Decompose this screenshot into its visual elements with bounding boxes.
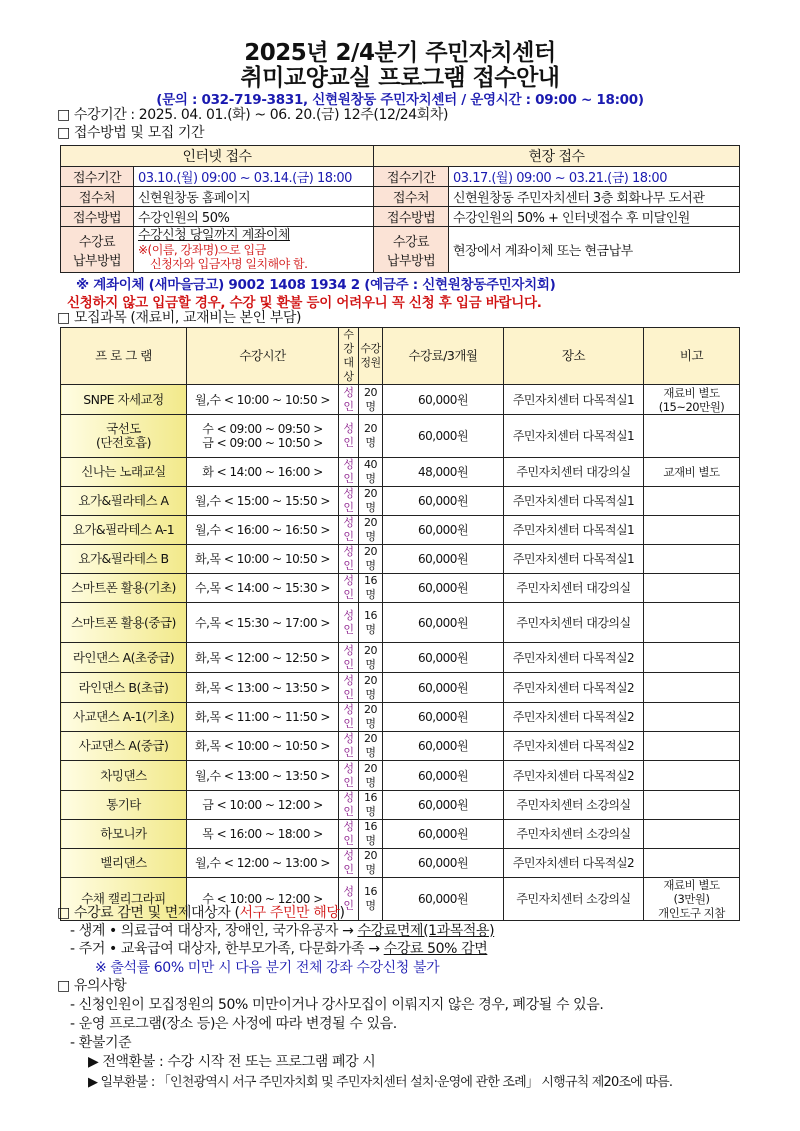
discount-item [70,938,487,958]
cell-cap: 20명 [359,487,383,516]
cell-fee: 60,000원 [383,487,504,516]
cell-note [644,820,740,849]
cell-fee: 60,000원 [383,385,504,415]
heading-text: □ 수강료 감면 및 면제대상자 ( [57,905,240,921]
internet-place: 신현원창동 홈페이지 [134,187,374,207]
cell-note: 재료비 별도 (15~20만원) [644,385,740,415]
cell-name: 사교댄스 A(중급) [61,732,187,761]
discount-item [70,920,494,940]
cell-place: 주민자치센터 소강의실 [504,820,644,849]
method-heading: □ 접수방법 및 모집 기간 [57,125,205,141]
cell-target: 성인 [339,516,359,545]
cell-note [644,673,740,703]
cell-fee: 60,000원 [383,516,504,545]
cell-fee: 60,000원 [383,643,504,673]
cell-fee: 60,000원 [383,820,504,849]
cell-target: 성인 [339,643,359,673]
internet-method: 수강인원의 50% [134,207,374,227]
table-row [61,643,740,673]
cell-time: 월,수 < 16:00 ~ 16:50 > [187,516,339,545]
cell-fee: 48,000원 [383,458,504,487]
column-header: 수강료/3개월 [383,328,504,385]
note-item: - 환불기준 [70,1035,132,1051]
cell-name: 라인댄스 B(초급) [61,673,187,703]
cell-cap: 16명 [359,603,383,643]
item-highlight: 수강료면제(1과목적용) [357,923,495,939]
cell-place: 주민자치센터 다목적실1 [504,545,644,574]
cell-target: 성인 [339,849,359,878]
table-row [61,849,740,878]
item-text: - 생계 • 의료급여 대상자, 장애인, 국가유공자 → [70,923,358,939]
cell-fee: 60,000원 [383,791,504,820]
cell-place: 주민자치센터 다목적실2 [504,673,644,703]
cell-name: SNPE 자세교정 [61,385,187,415]
cell-cap: 20명 [359,516,383,545]
cell-name: 신나는 노래교실 [61,458,187,487]
cell-target: 성인 [339,545,359,574]
cell-note: 재료비 별도 (3만원) 개인도구 지참 [644,878,740,921]
column-header: 비고 [644,328,740,385]
cell-fee: 60,000원 [383,703,504,732]
table-row [61,487,740,516]
cell-target: 성인 [339,878,359,921]
cell-name: 하모니카 [61,820,187,849]
program-table [60,327,740,921]
column-header: 장소 [504,328,644,385]
cell-place: 주민자치센터 대강의실 [504,574,644,603]
cell-target: 성인 [339,603,359,643]
note-item: - 신청인원이 모집정원의 50% 미만이거나 강사모집이 이뤄지지 않은 경우, 폐강될 수 있음. [70,997,604,1013]
cell-place: 주민자치센터 다목적실1 [504,487,644,516]
cell-time: 화,목 < 11:00 ~ 11:50 > [187,703,339,732]
cell-target: 성인 [339,673,359,703]
discount-heading [57,902,345,922]
onsite-header: 현장 접수 [374,146,740,167]
cell-cap: 20명 [359,545,383,574]
cell-target: 성인 [339,487,359,516]
label: 접수기간 [374,167,449,187]
cell-place: 주민자치센터 다목적실1 [504,516,644,545]
cell-time: 수,목 < 15:30 ~ 17:00 > [187,603,339,643]
cell-note [644,732,740,761]
cell-time: 수 < 10:00 ~ 12:00 > [187,878,339,921]
attendance-note: ※ 출석률 60% 미만 시 다음 분기 전체 강좌 수강신청 불가 [95,960,440,976]
label-line: 납부방법 [386,253,436,269]
internet-header: 인터넷 접수 [61,146,374,167]
cell-place: 주민자치센터 소강의실 [504,791,644,820]
cell-note: 교재비 별도 [644,458,740,487]
table-row [61,385,740,415]
label: 접수방법 [374,207,449,227]
cell-fee: 60,000원 [383,878,504,921]
cell-fee: 60,000원 [383,849,504,878]
cell-fee: 60,000원 [383,574,504,603]
cell-cap: 40명 [359,458,383,487]
cell-cap: 20명 [359,673,383,703]
cell-name: 요가&필라테스 A-1 [61,516,187,545]
cell-place: 주민자치센터 다목적실1 [504,415,644,458]
cell-name: 수채 캘리그라피 [61,878,187,921]
cell-note [644,643,740,673]
label-line: 납부방법 [72,253,122,269]
cell-target: 성인 [339,820,359,849]
cell-time: 월,수 < 15:00 ~ 15:50 > [187,487,339,516]
cell-fee: 60,000원 [383,415,504,458]
table-row [61,603,740,643]
cell-cap: 16명 [359,574,383,603]
item-text: - 주거 • 교육급여 대상자, 한부모가족, 다문화가족 → [70,941,384,957]
cell-cap: 20명 [359,643,383,673]
cell-note [644,574,740,603]
cell-time: 수,목 < 14:00 ~ 15:30 > [187,574,339,603]
cell-cap: 20명 [359,761,383,791]
cell-note [644,703,740,732]
table-row [61,673,740,703]
onsite-fee: 현장에서 계좌이체 또는 현금납부 [449,227,740,273]
onsite-method: 수강인원의 50% + 인터넷접수 후 미달인원 [449,207,740,227]
cell-time: 월,수 < 13:00 ~ 13:50 > [187,761,339,791]
label [374,227,449,273]
fee-line: 신청자와 입금자명 일치해야 함. [150,256,308,271]
cell-note [644,487,740,516]
course-period: □ 수강기간 : 2025. 04. 01.(화) ~ 06. 20.(금) 12주(12/24회차) [57,107,449,123]
internet-fee [134,227,374,273]
contact-info: (문의 : 032-719-3831, 신현원창동 주민자치센터 / 운영시간 : 09:00 ~ 18:00) [156,92,644,108]
cell-fee: 60,000원 [383,732,504,761]
cell-name: 라인댄스 A(초중급) [61,643,187,673]
cell-time: 목 < 16:00 ~ 18:00 > [187,820,339,849]
cell-target: 성인 [339,458,359,487]
cell-note [644,849,740,878]
cell-note [644,603,740,643]
cell-name: 요가&필라테스 B [61,545,187,574]
cell-fee: 60,000원 [383,603,504,643]
column-header: 수강정원 [359,328,383,385]
cell-time: 화,목 < 10:00 ~ 10:50 > [187,732,339,761]
cell-cap: 20명 [359,415,383,458]
table-row [61,761,740,791]
cell-name: 국선도 (단전호흡) [61,415,187,458]
cell-place: 주민자치센터 다목적실2 [504,732,644,761]
cell-note [644,791,740,820]
column-header: 수강시간 [187,328,339,385]
heading-highlight: 서구 주민만 해당 [239,905,340,921]
cell-cap: 20명 [359,732,383,761]
internet-period: 03.10.(월) 09:00 ~ 03.14.(금) 18:00 [134,167,374,187]
refund-item: ▶ 전액환불 : 수강 시작 전 또는 프로그램 폐강 시 [88,1054,376,1070]
cell-note [644,761,740,791]
cell-cap: 16명 [359,791,383,820]
subjects-heading: □ 모집과목 (재료비, 교재비는 본인 부담) [57,310,302,326]
label: 접수방법 [61,207,134,227]
item-highlight: 수강료 50% 감면 [383,941,488,957]
label-line: 수강료 [392,234,430,250]
cell-target: 성인 [339,385,359,415]
cell-time: 화 < 14:00 ~ 16:00 > [187,458,339,487]
onsite-place: 신현원창동 주민자치센터 3층 회화나무 도서관 [449,187,740,207]
cell-cap: 16명 [359,820,383,849]
label-line: 수강료 [78,234,116,250]
heading-text: ) [339,905,345,921]
cell-target: 성인 [339,703,359,732]
cell-fee: 60,000원 [383,545,504,574]
cell-target: 성인 [339,732,359,761]
cell-name: 스마트폰 활용(중급) [61,603,187,643]
cell-place: 주민자치센터 다목적실1 [504,385,644,415]
cell-name: 스마트폰 활용(기초) [61,574,187,603]
cell-note [644,516,740,545]
cell-target: 성인 [339,761,359,791]
cell-fee: 60,000원 [383,673,504,703]
cell-cap: 20명 [359,385,383,415]
cell-place: 주민자치센터 소강의실 [504,878,644,921]
onsite-period: 03.17.(월) 09:00 ~ 03.21.(금) 18:00 [449,167,740,187]
cell-name: 사교댄스 A-1(기초) [61,703,187,732]
warning-note: 신청하지 않고 입금할 경우, 수강 및 환불 등이 어려우니 꼭 신청 후 입금 바랍니다. [67,295,542,311]
cell-place: 주민자치센터 다목적실2 [504,761,644,791]
cell-time: 월,수 < 12:00 ~ 13:00 > [187,849,339,878]
cell-name: 차밍댄스 [61,761,187,791]
cell-place: 주민자치센터 다목적실2 [504,849,644,878]
cell-time: 수 < 09:00 ~ 09:50 > 금 < 09:00 ~ 10:50 > [187,415,339,458]
cell-target: 성인 [339,574,359,603]
table-row [61,820,740,849]
refund-item: ▶ 일부환불 : 「인천광역시 서구 주민자치회 및 주민자치센터 설치·운영에 관한 조례」 시행규칙 제20조에 따름. [88,1075,673,1090]
fee-line: 수강신청 당일까지 계좌이체 [138,227,290,243]
cell-place: 주민자치센터 대강의실 [504,603,644,643]
cell-time: 월,수 < 10:00 ~ 10:50 > [187,385,339,415]
note-item: - 운영 프로그램(장소 등)은 사정에 따라 변경될 수 있음. [70,1016,397,1032]
notes-heading: □ 유의사항 [57,978,127,994]
cell-place: 주민자치센터 다목적실2 [504,703,644,732]
cell-name: 벨리댄스 [61,849,187,878]
title-line2: 취미교양교실 프로그램 접수안내 [240,65,560,91]
table-row [61,545,740,574]
cell-place: 주민자치센터 대강의실 [504,458,644,487]
cell-name: 통기타 [61,791,187,820]
cell-note [644,545,740,574]
table-row [61,791,740,820]
cell-time: 화,목 < 10:00 ~ 10:50 > [187,545,339,574]
table-row [61,732,740,761]
cell-place: 주민자치센터 다목적실2 [504,643,644,673]
cell-cap: 20명 [359,849,383,878]
cell-fee: 60,000원 [383,761,504,791]
label: 접수처 [61,187,134,207]
cell-note [644,415,740,458]
fee-line: ※(이름, 강좌명)으로 입금 [138,242,266,257]
table-row [61,516,740,545]
column-header: 수강대상 [339,328,359,385]
label: 접수기간 [61,167,134,187]
cell-time: 화,목 < 13:00 ~ 13:50 > [187,673,339,703]
cell-target: 성인 [339,791,359,820]
cell-cap: 16명 [359,878,383,921]
cell-name: 요가&필라테스 A [61,487,187,516]
cell-cap: 20명 [359,703,383,732]
cell-time: 금 < 10:00 ~ 12:00 > [187,791,339,820]
title-line1: 2025년 2/4분기 주민자치센터 [244,40,556,66]
table-row [61,574,740,603]
label: 접수처 [374,187,449,207]
table-row [61,458,740,487]
registration-table [60,145,740,273]
table-row [61,703,740,732]
label [61,227,134,273]
column-header: 프 로 그 램 [61,328,187,385]
cell-target: 성인 [339,415,359,458]
cell-time: 화,목 < 12:00 ~ 12:50 > [187,643,339,673]
table-row [61,415,740,458]
account-note: ※ 계좌이체 (새마을금고) 9002 1408 1934 2 (예금주 : 신현원창동주민자치회) [76,277,556,293]
